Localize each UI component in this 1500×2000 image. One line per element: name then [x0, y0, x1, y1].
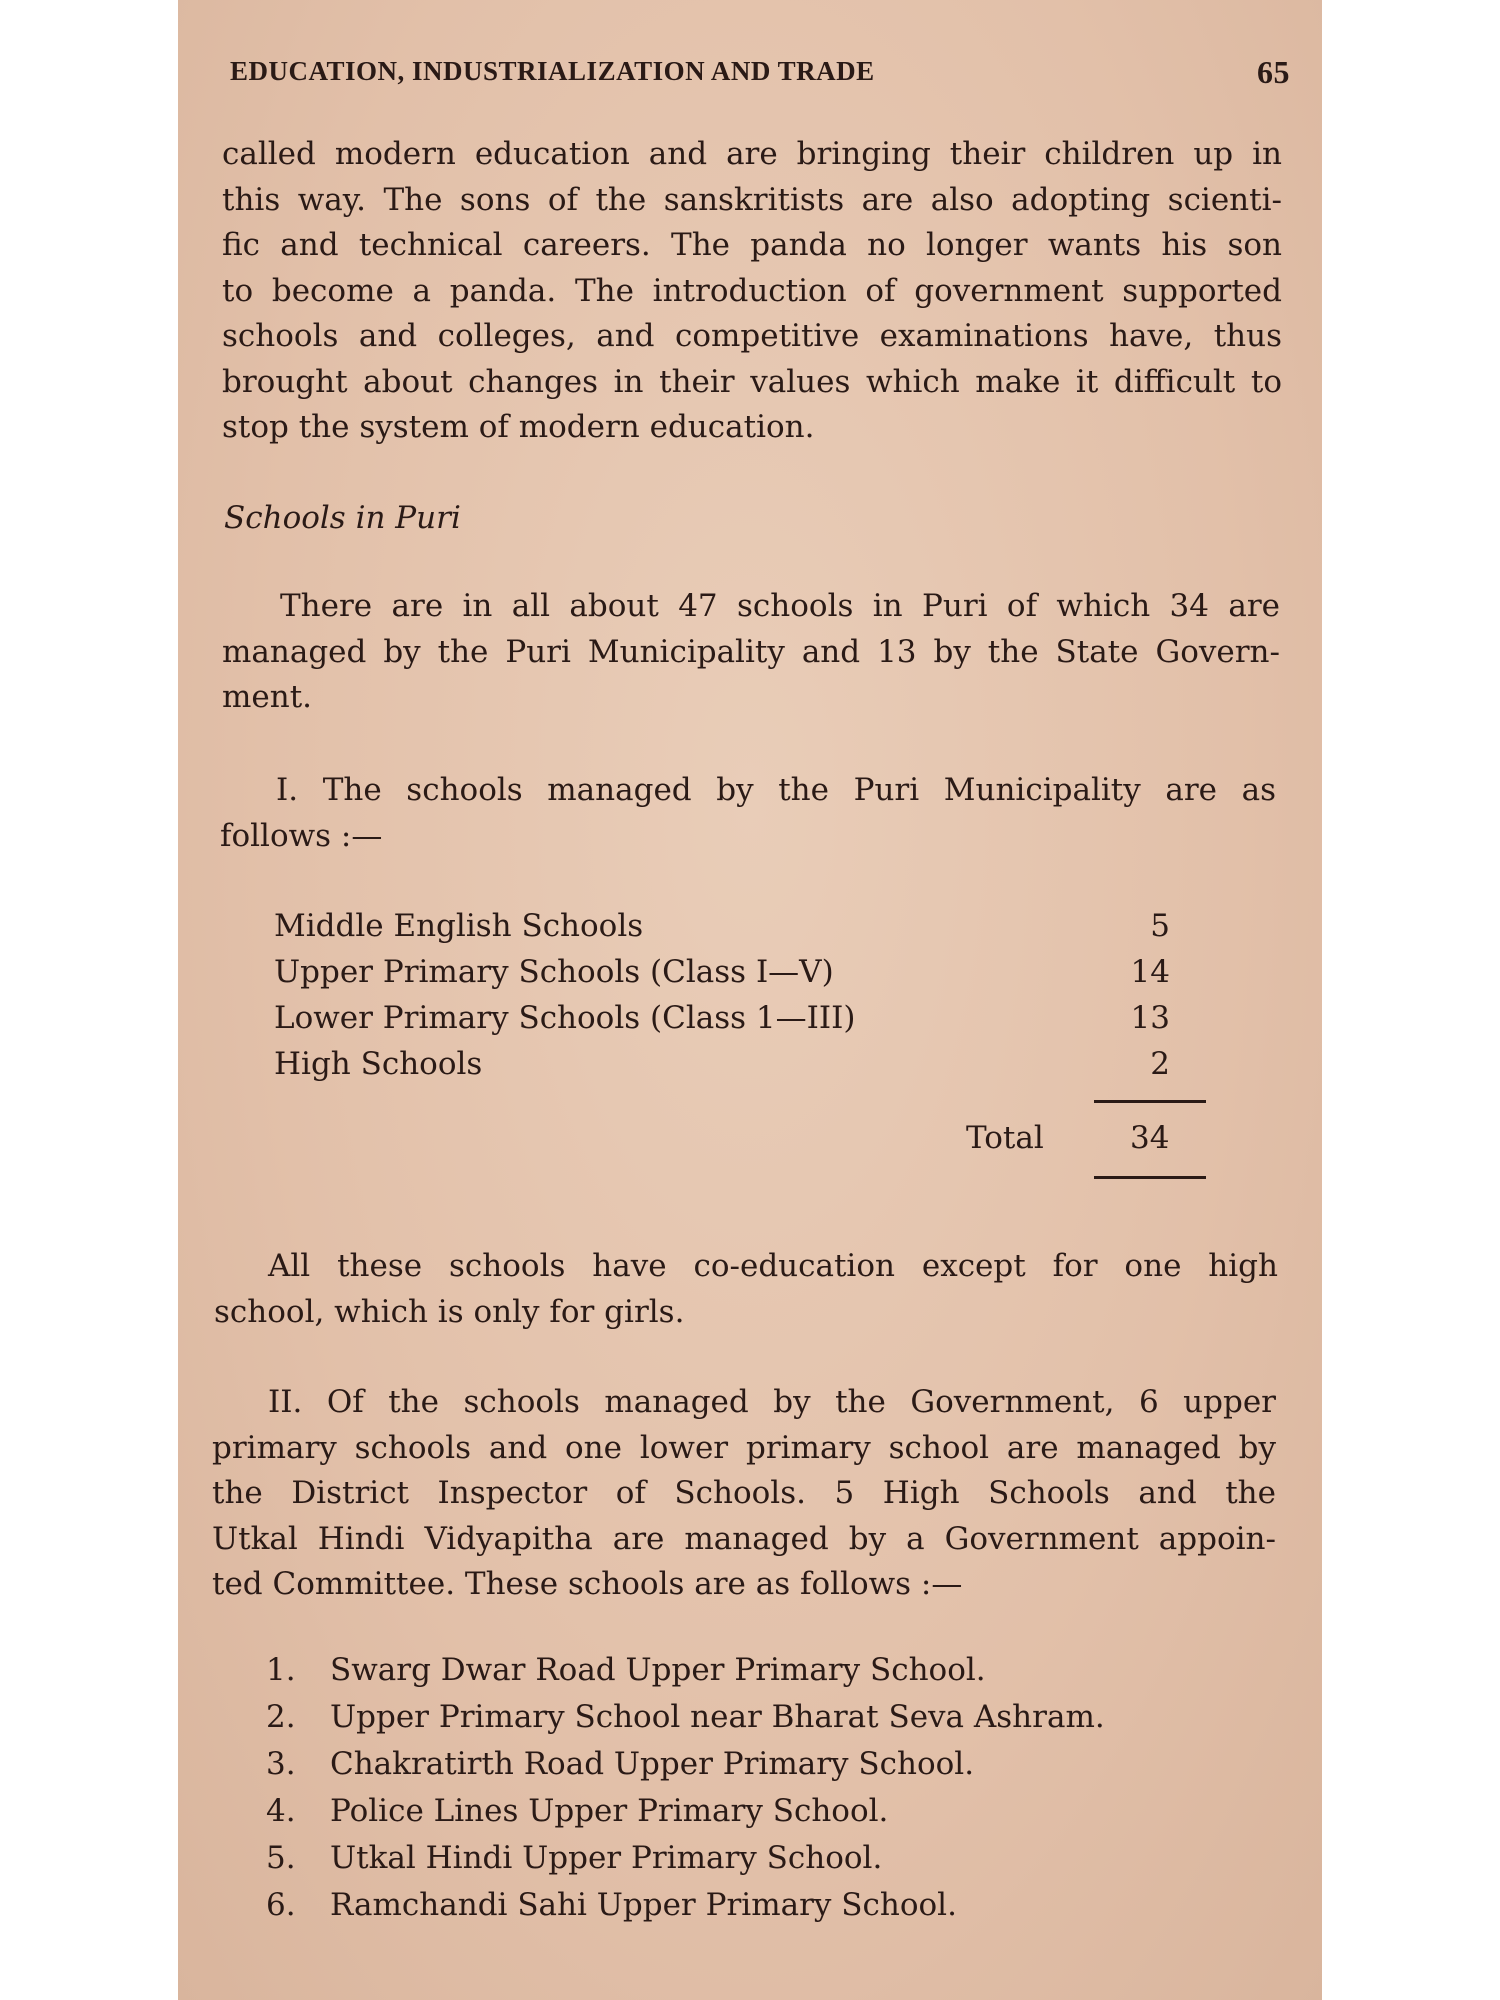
row-label: High Schools — [274, 1046, 483, 1082]
text-line: brought about changes in their values which make it difficult to — [222, 363, 1282, 400]
total-rule-bottom — [1094, 1176, 1206, 1179]
table-row — [274, 908, 1274, 954]
text-line: school, which is only for girls. — [214, 1293, 685, 1330]
row-label: Lower Primary Schools (Class 1—III) — [274, 1000, 856, 1036]
row-value: 13 — [1130, 1000, 1170, 1036]
list-text: Swarg Dwar Road Upper Primary School. — [330, 1652, 986, 1688]
row-value: 14 — [1130, 954, 1170, 990]
row-value: 2 — [1150, 1046, 1170, 1082]
text-line: schools and colleges, and competitive examinations have, thus — [222, 318, 1282, 354]
list-number: 6. — [266, 1887, 296, 1923]
table-row — [274, 1000, 1274, 1046]
text-line: primary schools and one lower primary school are managed by — [212, 1429, 1276, 1466]
page-number: 65 — [1257, 54, 1290, 90]
paragraph-municipal-intro — [220, 768, 1276, 859]
list-item — [266, 1887, 1266, 1934]
table-row — [274, 954, 1274, 1000]
list-text: Ramchandi Sahi Upper Primary School. — [330, 1887, 957, 1923]
running-title: EDUCATION, INDUSTRIALIZATION AND TRADE — [230, 56, 875, 86]
text-line: ment. — [222, 679, 313, 715]
table-row — [274, 1046, 1274, 1092]
text-line: Utkal Hindi Vidyapitha are managed by a Government appoin- — [212, 1520, 1276, 1557]
section-heading: Schools in Puri — [224, 500, 461, 536]
text-line: I. The schools managed by the Puri Municipality are as — [276, 772, 1276, 808]
list-item — [266, 1840, 1266, 1887]
total-rule-top — [1094, 1100, 1206, 1103]
text-line: stop the system of modern education. — [222, 409, 815, 445]
text-line: the District Inspector of Schools. 5 High Schools and the — [212, 1475, 1276, 1511]
row-label: Upper Primary Schools (Class I—V) — [274, 954, 834, 990]
text-line: this way. The sons of the sanskritists are also adopting scienti- — [222, 181, 1282, 218]
text-line: called modern education and are bringing their children up in — [222, 136, 1282, 172]
text-line: All these schools have co-education except for one high — [268, 1248, 1278, 1284]
list-text: Police Lines Upper Primary School. — [330, 1793, 889, 1829]
government-schools-list — [266, 1652, 1266, 1934]
paragraph-coeducation — [214, 1244, 1278, 1335]
list-number: 4. — [266, 1793, 296, 1829]
text-line: There are in all about 47 schools in Puri of which 34 are — [280, 588, 1280, 624]
text-line: to become a panda. The introduction of government supported — [222, 272, 1282, 309]
list-item — [266, 1699, 1266, 1746]
list-number: 2. — [266, 1699, 296, 1735]
text-line: follows :— — [220, 817, 383, 854]
list-number: 5. — [266, 1840, 296, 1876]
list-number: 1. — [266, 1652, 296, 1688]
page-header — [230, 56, 1290, 92]
total-value: 34 — [1130, 1120, 1170, 1156]
list-item — [266, 1746, 1266, 1793]
list-text: Utkal Hindi Upper Primary School. — [330, 1840, 883, 1876]
list-text: Chakratirth Road Upper Primary School. — [330, 1746, 975, 1782]
paragraph-government-schools — [212, 1380, 1276, 1608]
list-item — [266, 1652, 1266, 1699]
row-value: 5 — [1150, 908, 1170, 944]
book-page — [178, 0, 1322, 2000]
list-text: Upper Primary School near Bharat Seva Ashram. — [330, 1699, 1105, 1735]
municipal-schools-table — [274, 908, 1274, 1092]
paragraph-modern-education — [222, 132, 1282, 451]
text-line: managed by the Puri Municipality and 13 by the State Govern- — [222, 633, 1280, 670]
total-label: Total — [966, 1120, 1044, 1156]
text-line: II. Of the schools managed by the Government, 6 upper — [268, 1384, 1276, 1420]
row-label: Middle English Schools — [274, 908, 644, 944]
list-item — [266, 1793, 1266, 1840]
paragraph-school-count — [222, 584, 1280, 721]
text-line: ted Committee. These schools are as follows :— — [212, 1566, 963, 1602]
text-line: fic and technical careers. The panda no longer wants his son — [222, 227, 1282, 263]
list-number: 3. — [266, 1746, 296, 1782]
